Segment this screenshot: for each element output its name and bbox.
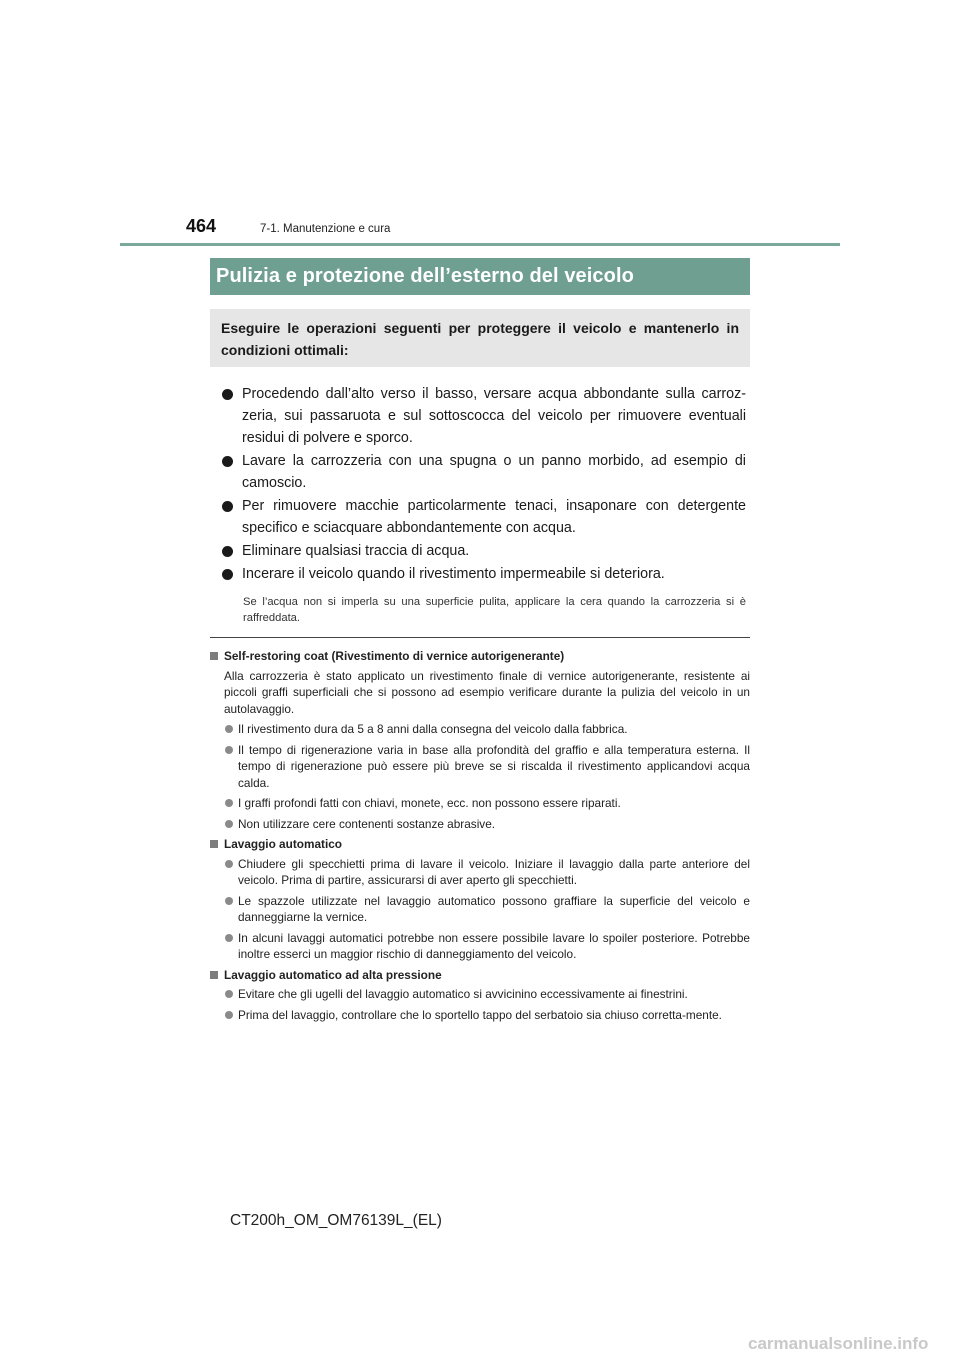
info-item bbox=[210, 1007, 750, 1024]
info-item-text: I graffi profondi fatti con chiavi, monete, ecc. non possono essere riparati. bbox=[238, 796, 621, 810]
info-item bbox=[210, 795, 750, 812]
document-code: CT200h_OM_OM76139L_(EL) bbox=[230, 1212, 442, 1229]
title-bar bbox=[210, 258, 750, 295]
list-item bbox=[222, 450, 746, 494]
header-rule bbox=[120, 243, 840, 246]
section-divider bbox=[210, 637, 750, 638]
info-item-text: Chiudere gli specchietti prima di lavare il veicolo. Iniziare il lavaggio dalla parte anteriore del veicolo. Prima di partire, assicurarsi di aver aperto gli specchietti. bbox=[238, 856, 750, 887]
bullet-icon bbox=[222, 569, 233, 580]
info-item-text: Evitare che gli ugelli del lavaggio automatico si avvicinino eccessivamente ai finestrini. bbox=[238, 987, 688, 1001]
info-item-text: Il rivestimento dura da 5 a 8 anni dalla consegna del veicolo dalla fabbrica. bbox=[238, 722, 628, 736]
bullet-icon bbox=[222, 389, 233, 400]
list-item bbox=[222, 540, 746, 562]
bullet-icon bbox=[222, 456, 233, 467]
square-bullet-icon bbox=[210, 652, 218, 660]
page-title: Pulizia e protezione dell’esterno del veicolo bbox=[216, 265, 634, 287]
info-item bbox=[210, 721, 750, 738]
info-item-text: Le spazzole utilizzate nel lavaggio automatico possono graffiare la superficie del veicolo e danneggiarne la vernice. bbox=[238, 893, 750, 924]
section-heading bbox=[210, 967, 750, 984]
list-item-text: Incerare il veicolo quando il rivestimento impermeabile si deteriora. bbox=[242, 566, 665, 582]
list-item bbox=[222, 563, 746, 585]
list-item-text: Lavare la carrozzeria con una spugna o un panno morbido, ad esempio di camoscio. bbox=[242, 453, 746, 491]
section-heading bbox=[210, 648, 750, 665]
section-label: 7-1. Manutenzione e cura bbox=[260, 223, 391, 235]
dot-bullet-icon bbox=[225, 897, 233, 905]
dot-bullet-icon bbox=[225, 725, 233, 733]
section-heading-text: Lavaggio automatico bbox=[224, 837, 342, 851]
dot-bullet-icon bbox=[225, 1011, 233, 1019]
section-heading-text: Lavaggio automatico ad alta pressione bbox=[224, 967, 442, 982]
info-sections bbox=[210, 648, 750, 1027]
list-item-text: Procedendo dall’alto verso il basso, versare acqua abbondante sulla carroz-zeria, sui passaruota e sul sottoscocca del veicolo per rimuovere eventuali residui di polvere e sporco. bbox=[242, 386, 746, 446]
info-item bbox=[210, 816, 750, 833]
dot-bullet-icon bbox=[225, 799, 233, 807]
info-item-text: In alcuni lavaggi automatici potrebbe non essere possibile lavare lo spoiler posteriore. Potrebbe inoltre esserci un maggior rischio di danneggiamento del veicolo. bbox=[238, 930, 750, 961]
dot-bullet-icon bbox=[225, 990, 233, 998]
info-item bbox=[210, 893, 750, 926]
list-item bbox=[222, 495, 746, 539]
intro-box: Eseguire le operazioni seguenti per proteggere il veicolo e mantenerlo in condizioni ottimali: bbox=[210, 309, 750, 367]
square-bullet-icon bbox=[210, 971, 218, 979]
bullet-icon bbox=[222, 546, 233, 557]
info-item-text: Non utilizzare cere contenenti sostanze abrasive. bbox=[238, 816, 496, 831]
section-paragraph: Alla carrozzeria è stato applicato un rivestimento finale di vernice autorigenerante, resistente ai piccoli graffi superficiali che si possono ad esempio verificare durante la pulizia del veicolo in un autolavaggio. bbox=[224, 668, 750, 716]
info-item bbox=[210, 986, 750, 1003]
note-text: Se l’acqua non si imperla su una superficie pulita, applicare la cera quando la carrozzeria si è raffreddata. bbox=[243, 596, 746, 624]
page-number: 464 bbox=[186, 216, 217, 236]
dot-bullet-icon bbox=[225, 860, 233, 868]
info-item-text: Prima del lavaggio, controllare che lo sportello tappo del serbatoio sia chiuso corretta-mente. bbox=[238, 1007, 722, 1022]
dot-bullet-icon bbox=[225, 746, 233, 754]
watermark: carmanualsonline.info bbox=[748, 1334, 929, 1353]
dot-bullet-icon bbox=[225, 820, 233, 828]
dot-bullet-icon bbox=[225, 934, 233, 942]
section-heading-text: Self-restoring coat (Rivestimento di vernice autorigenerante) bbox=[224, 649, 565, 663]
bullet-icon bbox=[222, 501, 233, 512]
list-item bbox=[222, 383, 746, 449]
list-item-text: Per rimuovere macchie particolarmente tenaci, insaponare con detergente specifico e sciacquare abbondantemente con acqua. bbox=[242, 498, 746, 536]
info-item bbox=[210, 856, 750, 889]
list-item-text: Eliminare qualsiasi traccia di acqua. bbox=[242, 543, 470, 559]
info-item bbox=[210, 930, 750, 963]
square-bullet-icon bbox=[210, 840, 218, 848]
main-list bbox=[222, 383, 746, 586]
info-item-text: Il tempo di rigenerazione varia in base alla profondità del graffio e alla temperatura esterna. Il tempo di rigenerazione può essere più breve se si riscalda il rivestimento applicandovi acqua calda. bbox=[238, 742, 750, 790]
info-item bbox=[210, 742, 750, 792]
section-heading bbox=[210, 836, 750, 853]
